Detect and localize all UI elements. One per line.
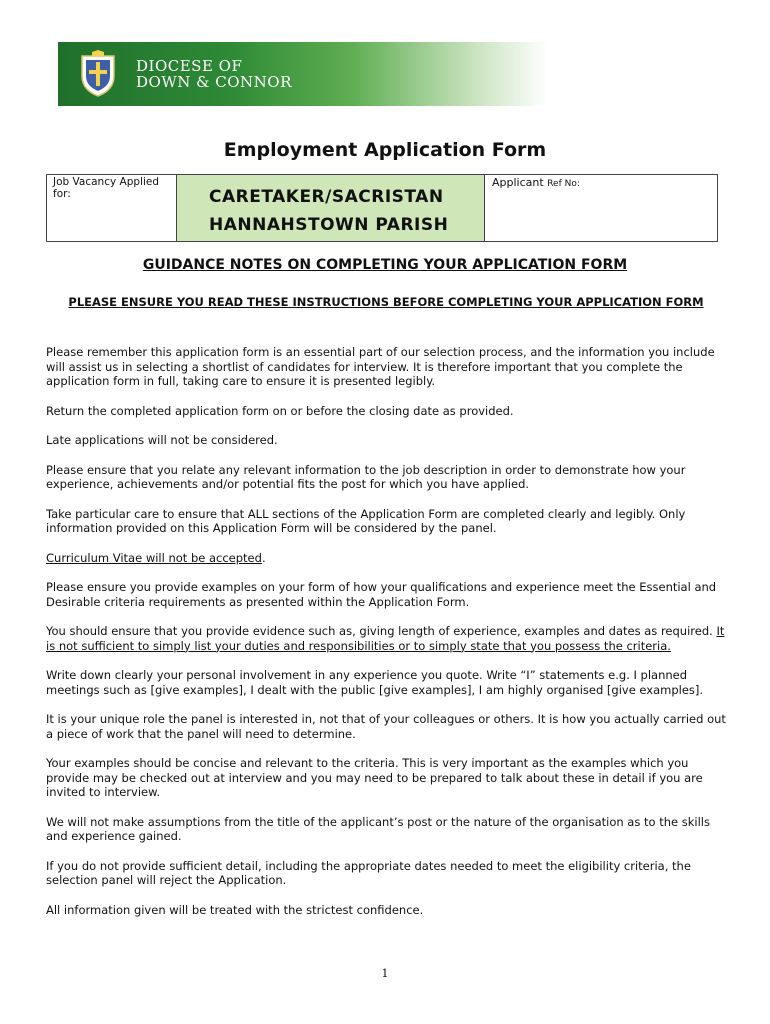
guidance-heading: GUIDANCE NOTES ON COMPLETING YOUR APPLICATION FORM [142, 257, 628, 273]
paragraph: Please remember this application form is an essential part of our selection process, and the information you include will assist us in selecting a shortlist of candidates for interview. It is therefore important that you complete the application form in full, taking care to ensure it is presented legibly. [46, 345, 715, 388]
paragraph: If you do not provide sufficient detail, including the appropriate dates needed to meet the eligibility criteria, the selection panel will reject the Application. [46, 858, 691, 887]
paragraph: Return the completed application form on or before the closing date as provided. [46, 403, 514, 418]
paragraph: Please ensure you provide examples on your form of how your qualifications and experience meet the Essential and Desirable criteria requirements as presented within the Application Form. [46, 580, 717, 609]
brand-line-2: DOWN & CONNOR [136, 73, 292, 91]
ref-label: Applicant [492, 176, 544, 189]
instruction-heading: PLEASE ENSURE YOU READ THESE INSTRUCTIONS BEFORE COMPLETING YOUR APPLICATION FORM [68, 295, 704, 309]
page-number: 1 [381, 967, 389, 980]
diocese-banner [58, 42, 548, 106]
brand-line-1: DIOCESE OF [136, 57, 243, 75]
paragraph: Write down clearly your personal involvement in any experience you quote. Write “I” statements e.g. I planned meetings such as [give examples], I dealt with the public [give examples], I am highly organised [give examples]. [46, 668, 704, 697]
paragraph: Late applications will not be considered. [46, 433, 278, 447]
paragraph: Your examples should be concise and relevant to the criteria. This is very important as the examples which you provide may be checked out at interview and you may need to be prepared to talk about these in detail if you are invited to interview. [46, 756, 703, 799]
diocese-crest-logo [78, 50, 118, 98]
paragraph: Please ensure that you relate any relevant information to the job description in order to demonstrate how your experience, achievements and/or potential fits the post for which you have applied. [46, 462, 686, 491]
job-title-cell [177, 175, 485, 241]
form-title: Employment Application Form [223, 139, 547, 161]
paragraph [46, 624, 726, 653]
cv-notice-end: . [261, 550, 266, 565]
job-title-line-1: CARETAKER/SACRISTAN [209, 187, 444, 207]
vacancy-table [46, 174, 718, 242]
cv-notice: Curriculum Vitae will not be accepted [46, 550, 262, 565]
vacancy-label: Job Vacancy Applied for: [47, 175, 177, 241]
applicant-ref-cell[interactable] [485, 175, 717, 241]
evidence-warning: It is not sufficient to simply list your duties and responsibilities or to simply state that you possess the criteria. [46, 624, 725, 653]
paragraph [46, 551, 726, 566]
paragraph: All information given will be treated with the strictest confidence. [46, 902, 424, 917]
job-title-line-2: HANNAHSTOWN PARISH [209, 215, 449, 235]
evidence-text: You should ensure that you provide evidence such as, giving length of experience, examples and dates as required. [46, 624, 717, 638]
paragraph: Take particular care to ensure that ALL sections of the Application Form are completed clearly and legibly. Only information provided on this Application Form will be considered by the panel. [46, 506, 686, 535]
guidance-body [46, 345, 726, 932]
paragraph: We will not make assumptions from the title of the applicant’s post or the nature of the organisation as to the skills and experience gained. [46, 814, 710, 843]
ref-suffix: Ref No: [547, 179, 580, 189]
paragraph: It is your unique role the panel is interested in, not that of your colleagues or others. It is how you actually carried out a piece of work that the panel will need to determine. [46, 712, 726, 741]
